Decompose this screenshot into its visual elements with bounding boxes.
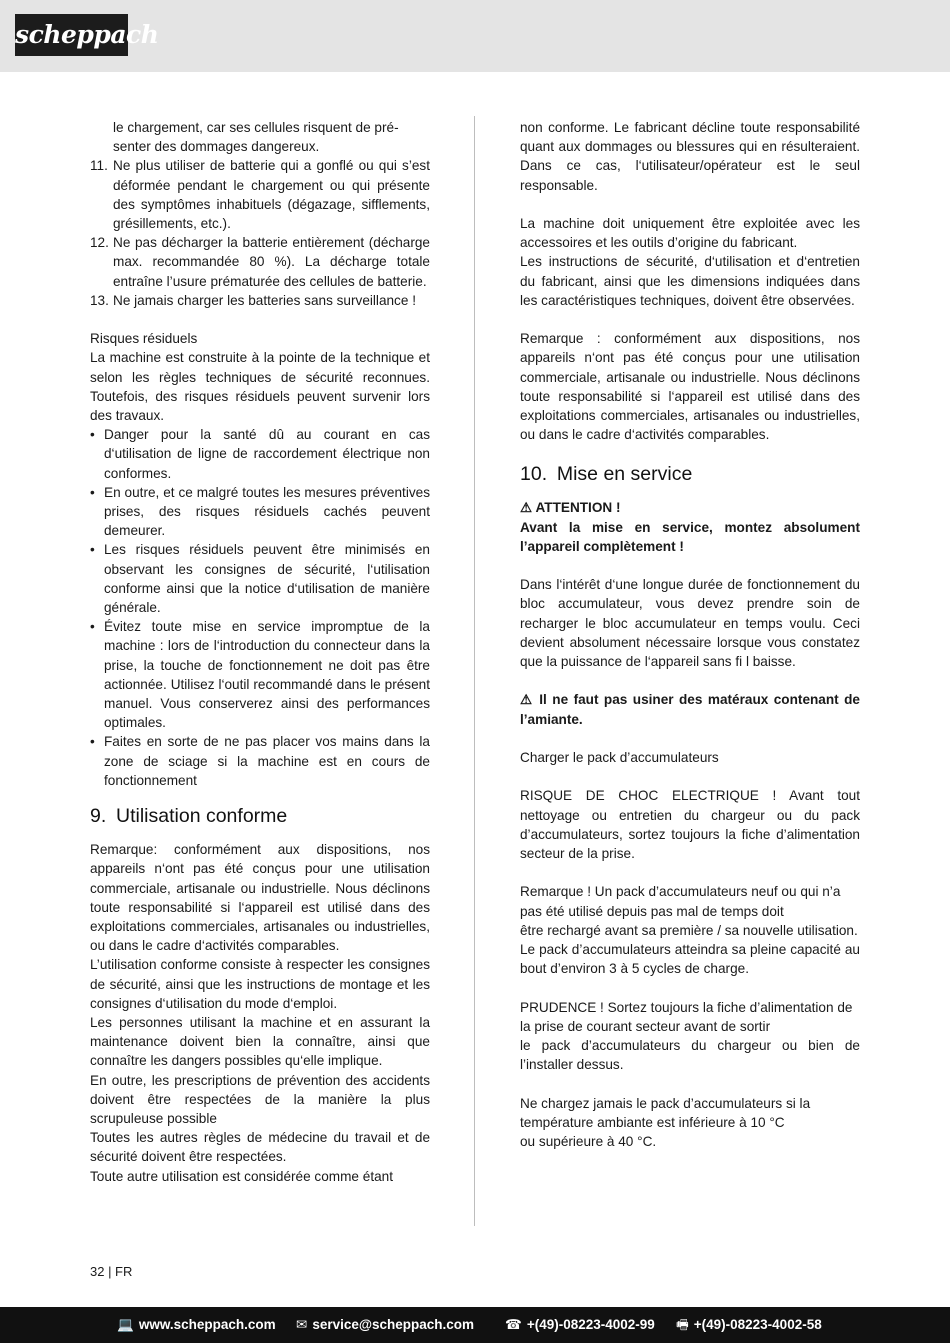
continuation-line-1: le chargement, car ses cellules risquent de pré- [113, 120, 399, 135]
attention-label: ⚠ ATTENTION ! [520, 500, 621, 516]
paragraph: Remarque ! Un pack d’accumulateurs neuf ou qui n’a pas été utilisé depuis pas mal de temps doit [520, 884, 841, 919]
s9-paragraph: Les personnes utilisant la machine et en assurant la maintenance doivent bien la connaître, ainsi que connaître les dangers possibles qu‘elle implique. [90, 1014, 430, 1069]
paragraph: Charger le pack d’accumulateurs [520, 750, 719, 766]
bullet-item: • Danger pour la santé dû au courant en cas d‘utilisation de ligne de raccordement électrique non conformes. [90, 425, 430, 483]
list-item-continuation [90, 118, 430, 156]
footer-web-text: www.scheppach.com [138, 1317, 276, 1332]
bullet-item: • Évitez toute mise en service impromptue de la machine : lors de l‘introduction du connecteur dans la prise, la touche de fonctionnement ne doit pas être actionnée. Utilisez l‘outil recommandé dans le présent manuel. Vous conserverez ainsi des performances optimales. [90, 617, 430, 732]
right-column [520, 118, 860, 1151]
paragraph: non conforme. Le fabricant décline toute responsabilité quant aux dommages ou blessures qui en résulteraient. Dans ce cas, l‘utilisateur/opérateur est le seul responsable. [520, 120, 860, 193]
list-item-12 [90, 233, 430, 291]
list-item-13 [90, 291, 430, 310]
s9-paragraph: Toute autre utilisation est considérée comme étant [90, 1168, 394, 1184]
bullet-text: Évitez toute mise en service impromptue de la machine : lors de l‘introduction du connecteur dans la prise, la touche de fonctionnement ne doit pas être actionnée. Utilisez l‘outil recommandé dans le présent manuel. Vous conserverez ainsi des performances optimales. [104, 619, 430, 731]
bullet-item: • En outre, et ce malgré toutes les mesures préventives prises, des risques résiduels cachés peuvent demeurer. [90, 483, 430, 541]
section-9-heading: 9. Utilisation conforme [90, 805, 288, 828]
list-text: Ne plus utiliser de batterie qui a gonflé ou qui s’est déformée pendant le chargement ou qui présente des symptômes inhabituels (dégazage, sifflements, grésillements, etc.). [113, 158, 430, 232]
footer-fax [676, 1307, 822, 1343]
list-number: 11. [90, 158, 108, 174]
fax-icon: 🖷 [676, 1317, 689, 1332]
paragraph: RISQUE DE CHOC ELECTRIQUE ! Avant tout nettoyage ou entretien du chargeur ou du pack d’accumulateurs, sortez toujours la fiche d’alimentation secteur de la prise. [520, 788, 860, 862]
paragraph: ou supérieure à 40 °C. [520, 1134, 657, 1150]
mail-icon: ✉ [296, 1317, 308, 1332]
paragraph: PRUDENCE ! Sortez toujours la fiche d’alimentation de la prise de courant secteur avant de sortir [520, 999, 853, 1034]
s9-paragraph: Remarque: conformément aux dispositions, nos appareils n‘ont pas été conçus pour une utilisation commerciale, artisanale ou industrielle. Nous déclinons toute responsabilité si l‘appareil est utilisé dans des exploitations commerciales, artisanales ou industrielles, ou dans le cadre d‘activités comparables. [90, 842, 430, 954]
bullet-text: En outre, et ce malgré toutes les mesures préventives prises, des risques résiduels cachés peuvent demeurer. [104, 484, 430, 539]
bullet-text: Faites en sorte de ne pas placer vos mains dans la zone de sciage si la machine est en cours de fonctionnement [104, 734, 430, 788]
footer-phone [505, 1307, 655, 1343]
list-item-11 [90, 156, 430, 233]
footer-email-text: service@scheppach.com [312, 1317, 475, 1332]
bullet-item: • Faites en sorte de ne pas placer vos mains dans la zone de sciage si la machine est en cours de fonctionnement [90, 732, 430, 790]
brand-logo: scheppach [15, 14, 128, 56]
continuation-line-2: senter des dommages dangereux. [113, 139, 320, 155]
paragraph: Ne chargez jamais le pack d’accumulateurs si la température ambiante est inférieure à 10 °C [520, 1095, 811, 1130]
paragraph: être rechargé avant sa première / sa nouvelle utilisation. [520, 922, 858, 938]
paragraph: La machine doit uniquement être exploitée avec les accessoires et les outils d’origine du fabricant. [520, 216, 860, 251]
s9-paragraph: Toutes les autres règles de médecine du travail et de sécurité doivent être respectées. [90, 1130, 430, 1165]
page-number: 32 | FR [90, 1264, 133, 1279]
footer-web[interactable] [117, 1307, 276, 1343]
section-10-heading: 10. Mise en service [520, 463, 693, 486]
list-text: Ne jamais charger les batteries sans surveillance ! [113, 292, 416, 308]
paragraph: Le pack d’accumulateurs atteindra sa pleine capacité au bout d’environ 3 à 5 cycles de charge. [520, 942, 860, 977]
footer-email[interactable] [296, 1307, 474, 1343]
footer-fax-text: +(49)-08223-4002-58 [693, 1317, 822, 1332]
paragraph: Remarque : conformément aux dispositions, nos appareils n‘ont pas été conçus pour une utilisation commerciale, artisanale ou industrielle. Nous déclinons toute responsabilité si l‘appareil est utilisé dans des exploitations commerciales, artisanales ou industrielles, ou dans le cadre d‘activités comparables. [520, 331, 860, 443]
paragraph: Dans l‘intérêt d‘une longue durée de fonctionnement du bloc accumulateur, vous devez prendre soin de recharger le bloc accumulateur en temps voulu. Ceci devient absolument nécessaire lorsque vous constatez que la puissance de l‘appareil sans fi l baisse. [520, 577, 860, 670]
computer-icon: 💻 [117, 1317, 134, 1332]
bullet-text: Les risques résiduels peuvent être minimisés en observant les consignes de sécurité, l‘utilisation conforme ainsi que la notice d‘utilisation de manière générale. [104, 542, 430, 616]
residual-risks-intro: La machine est construite à la pointe de la technique et selon les règles techniques de sécurité reconnues. Toutefois, des risques résiduels peuvent survenir lors des travaux. [90, 350, 430, 424]
footer-phone-text: +(49)-08223-4002-99 [526, 1317, 655, 1332]
bullet-item: • Les risques résiduels peuvent être minimisés en observant les consignes de sécurité, l‘utilisation conforme ainsi que la notice d‘utilisation de manière générale. [90, 540, 430, 617]
list-number: 13. [90, 292, 109, 308]
paragraph: Les instructions de sécurité, d‘utilisation et d‘entretien du fabricant, ainsi que les dimensions indiquées dans les caractéristiques techniques, doivent être observées. [520, 254, 860, 308]
asbestos-warning: ⚠ Il ne faut pas usiner des matéraux contenant de l’amiante. [520, 692, 860, 727]
footer-bar [0, 1307, 950, 1343]
column-divider [474, 116, 475, 1226]
left-column [90, 118, 430, 1186]
s9-paragraph: En outre, les prescriptions de prévention des accidents doivent être respectées de la manière la plus scrupuleuse possible [90, 1072, 430, 1126]
bullet-text: Danger pour la santé dû au courant en cas d‘utilisation de ligne de raccordement électrique non conformes. [104, 427, 430, 481]
residual-risks-title: Risques résiduels [90, 331, 198, 347]
list-number: 12. [90, 235, 109, 251]
s9-paragraph: L’utilisation conforme consiste à respecter les consignes de sécurité, ainsi que les instructions de montage et les consignes d‘utilisation du mode d‘emploi. [90, 957, 430, 1011]
attention-text: Avant la mise en service, montez absolument l’appareil complètement ! [520, 519, 860, 554]
header-bar [0, 0, 950, 72]
phone-icon: ☎ [505, 1317, 522, 1332]
paragraph: le pack d’accumulateurs du chargeur ou bien de l’installer dessus. [520, 1038, 860, 1073]
list-text: Ne pas décharger la batterie entièrement (décharge max. recommandée 80 %). La décharge totale entraîne l’usure prématurée des cellules de batterie. [113, 235, 430, 289]
